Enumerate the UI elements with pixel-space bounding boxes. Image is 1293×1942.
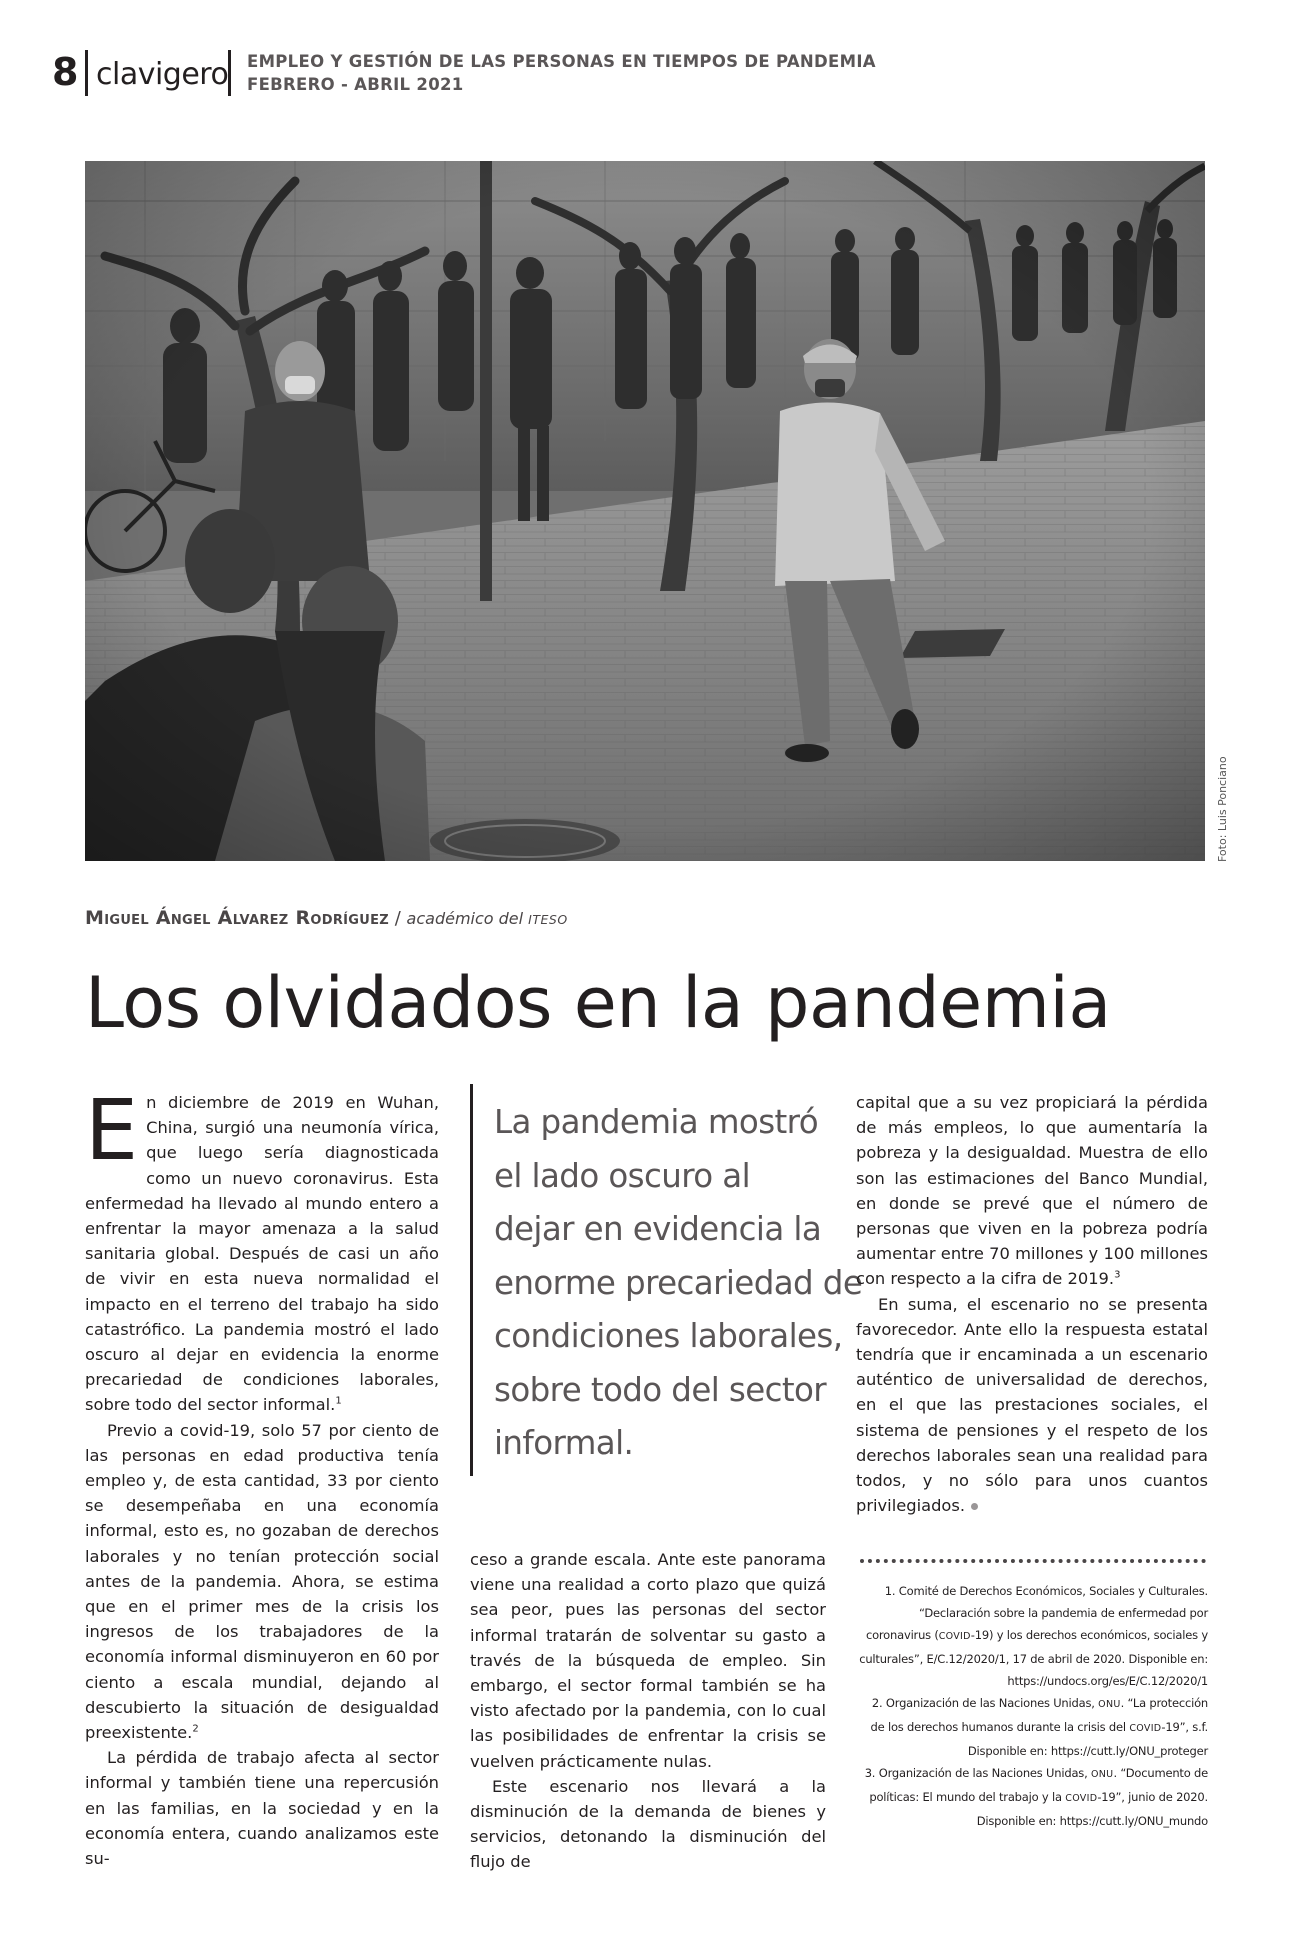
footnote-ref: 2 <box>192 1723 199 1735</box>
magazine-logo: clavigero <box>96 57 229 92</box>
author-role: académico del <box>406 909 529 928</box>
paragraph: La pérdida de trabajo afecta al sector informal y también tiene una repercusión en las familias, en la sociedad y en la economía entera, cuando analizamos este su- <box>85 1748 439 1869</box>
pullquote-line: condiciones laborales, <box>494 1317 843 1355</box>
article-column-1 <box>85 1081 439 1871</box>
paragraph: Previo a covid-19, solo 57 por ciento de las personas en edad productiva tenía empleo y, de esta cantidad, 33 por ciento se desempeñaba en una economía informal, esto es, no gozaban de derechos laborales y no tenían protección social antes de la pandemia. Ahora, se estima que en el primer mes de la crisis los ingresos de los trabajadores de la economía informal disminuyeron en 60 por ciento a escala mundial, dejando al descubierto la situación de desigualdad preexistente.$^2$ <box>85 1420 439 1743</box>
pullquote-line: sobre todo del sector <box>494 1370 827 1409</box>
article-column-3 <box>856 1090 1208 1518</box>
header-divider <box>228 50 231 96</box>
footnote: 2. Organización de las Naciones Unidas, ONU. “La protección de los derechos humanos durante la crisis del COVID-19”, s.f. Disponible en: https://cutt.ly/ONU_proteger <box>870 1696 1208 1758</box>
pullquote <box>494 1096 863 1471</box>
footnote-ref: 1 <box>335 1396 342 1408</box>
pullquote-bar <box>470 1084 473 1476</box>
byline-separator: / <box>389 908 407 929</box>
paragraph: capital que a su vez propiciará la pérdida de más empleos, lo que aumentaría la pobreza y la desigualdad. Muestra de ello son las estimaciones del Banco Mundial, en donde se prevé que el número de personas que viven en la pobreza podría aumentar entre 70 millones y 100 millones con respecto a la cifra de 2019.$^3$ <box>856 1093 1208 1289</box>
paragraph: En suma, el escenario no se presenta favorecedor. Ante ello la respuesta estatal tendría que ir encaminada a un escenario auténtico de universalidad de derechos, en el que las prestaciones sociales, el sistema de pensiones y el respeto de los derechos laborales sean una realidad para todos, y no sólo para unos cuantos privilegiados. <box>856 1294 1208 1516</box>
author-name: Miguel Ángel Álvarez Rodríguez <box>85 907 390 929</box>
author-institution: ITESO <box>528 912 568 927</box>
footnotes <box>858 1580 1208 1832</box>
footnote-ref: 3 <box>1114 1270 1121 1281</box>
byline <box>85 906 568 932</box>
paragraph: ceso a grande escala. Ante este panorama viene una realidad a corto plazo que quizá sea peor, pues las personas del sector informal tratarán de solventar su gasto a través de la búsqueda de empleo. Sin embargo, el sector formal también se ha visto afectado por la pandemia, con lo cual las posibilidades de enfrentar la crisis se vuelven prácticamente nulas. <box>470 1550 826 1771</box>
drop-cap: E <box>85 1081 139 1179</box>
footnote: 3. Organización de las Naciones Unidas, ONU. “Documento de políticas: El mundo del trabajo y la COVID-19”, junio de 2020. Disponible en: https://cutt.ly/ONU_mundo <box>864 1766 1208 1828</box>
pullquote-line: informal. <box>494 1424 634 1462</box>
section-title: EMPLEO Y GESTIÓN DE LAS PERSONAS EN TIEMPOS DE PANDEMIA <box>247 52 876 71</box>
header-divider <box>85 50 88 96</box>
pullquote-line: el lado oscuro al <box>494 1156 751 1195</box>
issue-date: FEBRERO - ABRIL 2021 <box>247 75 464 94</box>
article-column-2 <box>470 1547 826 1875</box>
pullquote-line: dejar en evidencia la <box>494 1210 822 1248</box>
pullquote-line: La pandemia mostró <box>494 1103 819 1141</box>
page-number: 8 <box>52 50 79 94</box>
footnote: 1. Comité de Derechos Económicos, Sociales y Culturales. “Declaración sobre la pandemia de enfermedad por coronavirus (COVID-19) y los derechos económicos, sociales y culturales”, E/C.12/2020/1, 17 de abril de 2020. Disponible en: https://undocs.org/es/E/C.12/2020/1 <box>859 1584 1208 1688</box>
paragraph: Este escenario nos llevará a la disminución de la demanda de bienes y servicios, detonando la disminución del flujo de <box>470 1776 826 1872</box>
footnotes-divider <box>860 1559 1206 1563</box>
pullquote-line: enorme precariedad de <box>494 1263 863 1302</box>
photo-credit: Foto: Luis Ponciano <box>1216 756 1229 862</box>
end-mark <box>971 1503 978 1510</box>
article-photo <box>85 161 1205 861</box>
paragraph: En diciembre de 2019 en Wuhan, China, surgió una neumonía vírica, que luego sería diagnosticada como un nuevo coronavirus. Esta enfermedad ha llevado al mundo entero a enfrentar la mayor amenaza a la salud sanitaria global. Después de casi un año de vivir en esta nueva normalidad el impacto en el terreno del trabajo ha sido catastrófico. La pandemia mostró el lado oscuro al dejar en evidencia la enorme precariedad de condiciones laborales, sobre todo del sector informal.$^1$ <box>85 1081 439 1415</box>
article-title: Los olvidados en la pandemia <box>85 962 1111 1044</box>
